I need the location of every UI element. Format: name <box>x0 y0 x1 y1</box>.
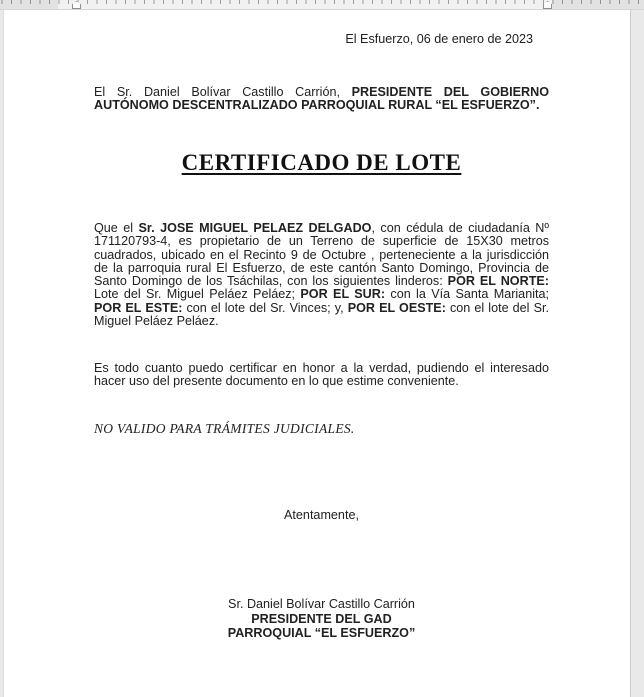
ruler-right-margin-area <box>552 0 644 9</box>
horizontal-ruler[interactable] <box>0 0 644 10</box>
document-title[interactable]: CERTIFICADO DE LOTE <box>181 150 462 175</box>
date-line[interactable]: El Esfuerzo, 06 de enero de 2023 <box>345 32 533 46</box>
salutation[interactable]: Atentamente, <box>284 508 359 522</box>
signature-role-2[interactable]: PARROQUIAL “EL ESFUERZO” <box>227 626 416 640</box>
disclaimer-line[interactable]: NO VALIDO PARA TRÁMITES JUDICIALES. <box>94 421 355 436</box>
left-indent-marker[interactable] <box>72 1 81 9</box>
ruler-left-margin-area <box>0 0 58 9</box>
closing-paragraph[interactable]: Es todo cuanto puedo certificar en honor a la verdad, pudiendo el interesado hacer uso del presente documento en lo que estime conveniente. <box>94 361 549 389</box>
right-indent-marker[interactable] <box>543 1 552 9</box>
signature-role-1[interactable]: PRESIDENTE DEL GAD <box>251 611 392 626</box>
signature-name[interactable]: Sr. Daniel Bolívar Castillo Carrión <box>228 597 415 611</box>
body-paragraph[interactable]: Que el Sr. JOSE MIGUEL PELAEZ DELGADO, con cédula de ciudadanía Nº 171120793-4, es propietario de un Terreno de superficie de 15X30 metros cuadrados, ubicado en el Recinto 9 de Octubre , perteneciente a la jurisdicción de la parroquia rural El Esfuerzo, de este cantón Santo Domingo, Provincia de Santo Domingo de los Tsáchilas, con los siguientes linderos: POR EL NORTE: Lote del Sr. Miguel Peláez Peláez; POR EL SUR: con la Vía Santa Marianita; POR EL ESTE: con el lote del Sr. Vinces; y, POR EL OESTE: con el lote del Sr. Miguel Peláez Peláez. <box>94 221 549 329</box>
page[interactable] <box>3 10 631 697</box>
intro-paragraph[interactable]: El Sr. Daniel Bolívar Castillo Carrión, PRESIDENTE DEL GOBIERNO AUTÓNOMO DESCENTRALIZADO PARROQUIAL RURAL “EL ESFUERZO”. <box>94 85 549 113</box>
document-title-block[interactable] <box>94 150 549 175</box>
signature-block[interactable] <box>94 597 549 641</box>
